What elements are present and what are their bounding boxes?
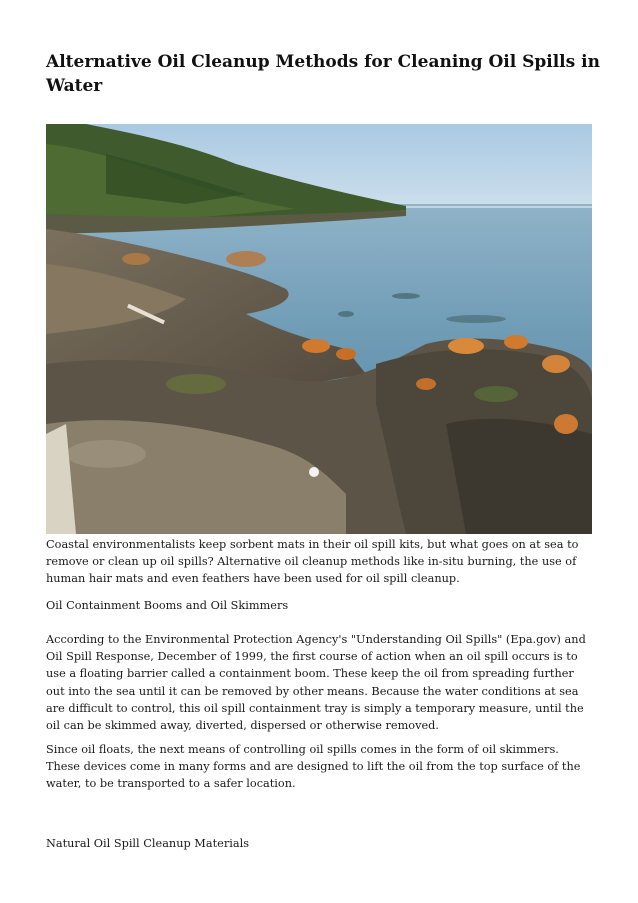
- coastline-photo: [46, 124, 592, 534]
- section-heading-natural: Natural Oil Spill Cleanup Materials: [46, 837, 249, 850]
- section-heading-booms: Oil Containment Booms and Oil Skimmers: [46, 599, 289, 612]
- document-title: Alternative Oil Cleanup Methods for Cleaning Oil Spills in Water: [46, 52, 600, 96]
- booms-paragraph: According to the Environmental Protection Agency's "Understanding Oil Spills" (Epa.gov) and Oil Spill Response, December of 1999, the first course of action when an oil spill occurs is to use a floating barrier called a containment boom. These keep the oil from spreading further out into the sea until it can be removed by other means. Because the water conditions at sea are difficult to control, this oil spill containment tray is simply a temporary measure, until the oil can be skimmed away, diverted, dispersed or otherwise removed.: [46, 633, 586, 733]
- intro-paragraph: Coastal environmentalists keep sorbent mats in their oil spill kits, but what goes on at sea to remove or clean up oil spills? Alternative oil cleanup methods like in-situ burning, the use of human hair mats and even feathers have been used for oil spill cleanup.: [46, 538, 579, 586]
- skimmers-paragraph: Since oil floats, the next means of controlling oil spills comes in the form of oil skimmers. These devices come in many forms and are designed to lift the oil from the top surface of the water, to be transported to a safer location.: [46, 743, 581, 791]
